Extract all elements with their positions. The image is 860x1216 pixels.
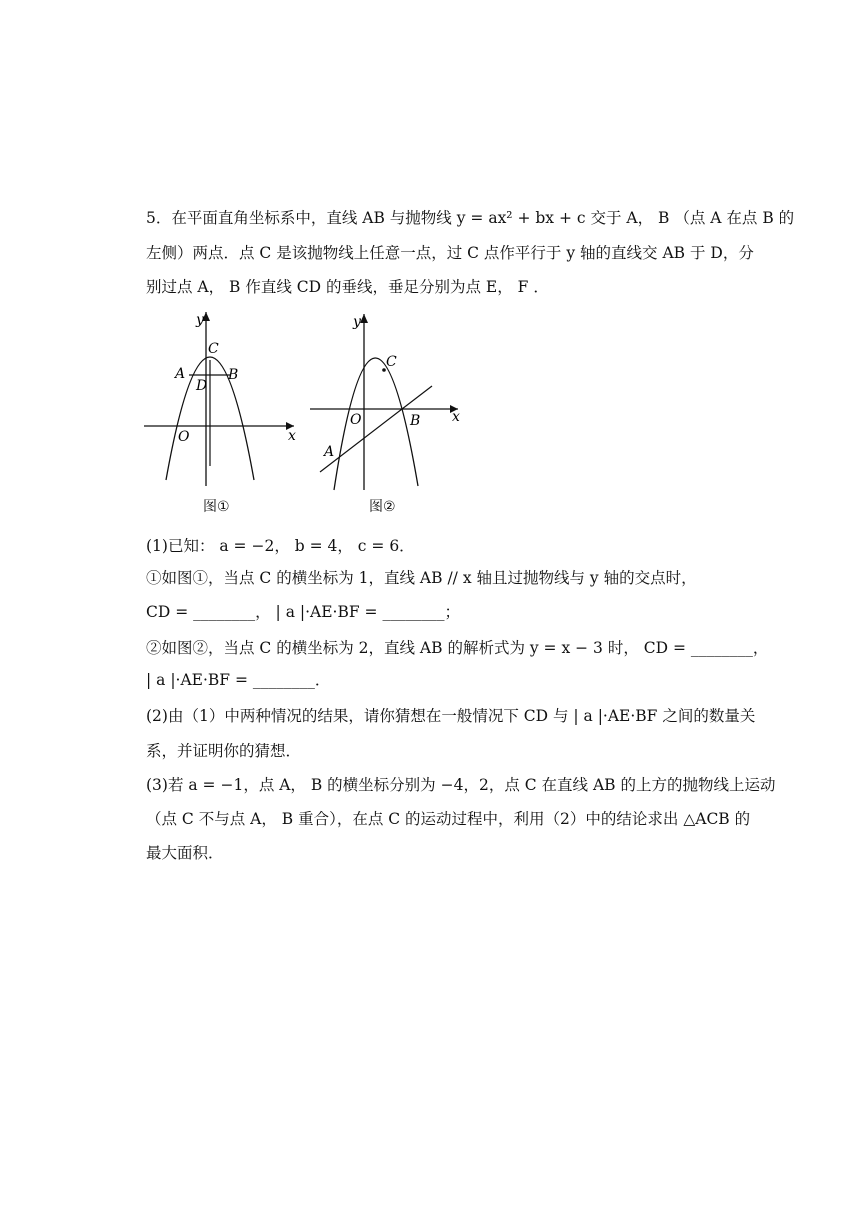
figure-1-label-x: x [288,428,296,444]
figure-1-caption: 图① [203,499,230,515]
figure-2-label-y: y [353,314,361,330]
part-1-given: (1)已知： a = −2， b = 4， c = 6． [146,537,415,555]
figure-1-label-c: C [208,341,219,357]
figure-2-caption: 图② [369,499,396,515]
part-1-q1-line-1: ①如图①，当点 C 的横坐标为 1，直线 AB // x 轴且过抛物线与 y 轴的交点时， [146,569,697,587]
figure-1-label-o: O [178,429,190,445]
problem-line-1: 5．在平面直角坐标系中，直线 AB 与抛物线 y = ax² + bx + c 交于 A， B （点 A 在点 B 的 [146,209,795,227]
part-2-line-2: 系，并证明你的猜想． [146,742,302,760]
figure-2-label-x: x [452,409,460,425]
figure-1-label-y: y [196,312,204,328]
part-3-line-1: (3)若 a = −1，点 A， B 的横坐标分别为 −4，2，点 C 在直线 AB 的上方的抛物线上运动 [146,776,776,794]
figure-1 [144,308,304,488]
part-2-line-1: (2)由（1）中两种情况的结果，请你猜想在一般情况下 CD 与 | a |·AE·BF 之间的数量关 [146,707,756,725]
figure-1-label-d: D [196,378,208,394]
figure-2-diagram [308,310,468,492]
figure-2-label-c: C [386,354,397,370]
problem-line-3: 别过点 A， B 作直线 CD 的垂线，垂足分别为点 E， F ． [146,278,549,296]
figure-2-label-b: B [410,413,421,429]
figure-2-line-ab [320,386,432,472]
part-3-line-3: 最大面积． [146,844,224,862]
part-3-line-2: （点 C 不与点 A， B 重合），在点 C 的运动过程中，利用（2）中的结论求出 △ACB 的 [146,810,751,828]
figure-2-parabola [334,358,421,490]
part-1-q2-line-2: | a |·AE·BF = ________． [146,671,331,689]
figure-1-diagram [144,308,304,488]
figure-2-label-o: O [350,412,362,428]
figure-1-label-a: A [175,366,186,382]
figure-1-label-b: B [228,367,239,383]
figure-2-label-a: A [324,444,335,460]
problem-line-2: 左侧）两点．点 C 是该抛物线上任意一点，过 C 点作平行于 y 轴的直线交 AB 于 D，分 [146,244,754,262]
part-1-q1-line-2: CD = ________， | a |·AE·BF = ________； [146,603,460,621]
figure-2 [308,310,468,492]
part-1-q2-line-1: ②如图②，当点 C 的横坐标为 2，直线 AB 的解析式为 y = x − 3 时， CD = ________， [146,639,769,657]
